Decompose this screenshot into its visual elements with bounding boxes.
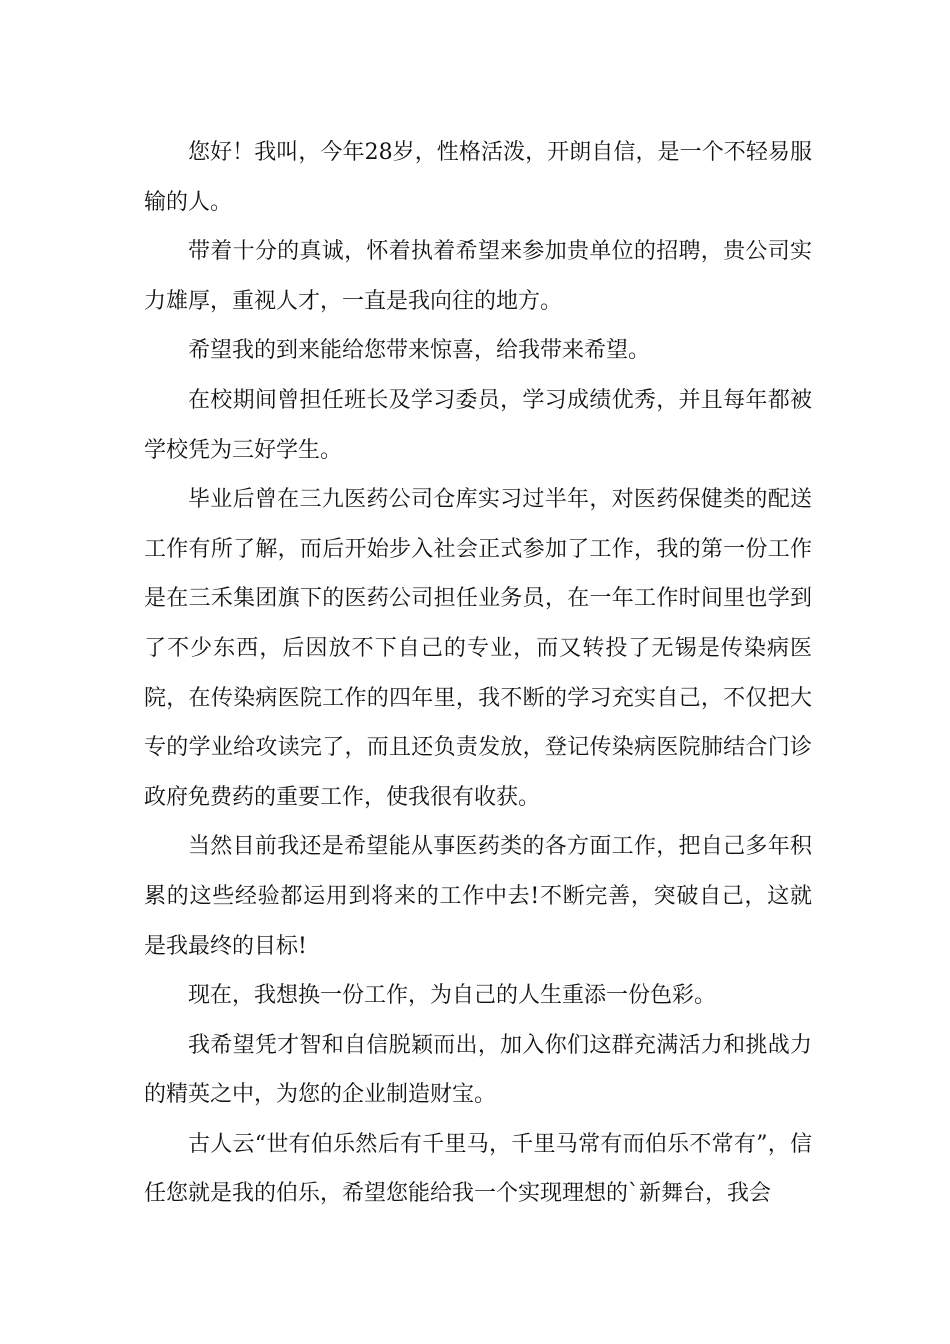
paragraph-motivation: 带着十分的真诚，怀着执着希望来参加贵单位的招聘，贵公司实力雄厚，重视人才，一直是我向往的地方。	[144, 239, 812, 314]
paragraph-school: 在校期间曾担任班长及学习委员，学习成绩优秀，并且每年都被学校凭为三好学生。	[144, 387, 812, 463]
document-body	[144, 128, 812, 1219]
paragraph-join: 我希望凭才智和自信脱颖而出，加入你们这群充满活力和挑战力的精英之中，为您的企业制造财宝。	[144, 1032, 812, 1108]
paragraph-goal: 当然目前我还是希望能从事医药类的各方面工作，把自己多年积累的这些经验都运用到将来的工作中去!不断完善，突破自己，这就是我最终的目标!	[144, 834, 812, 959]
paragraph-change: 现在，我想换一份工作，为自己的人生重添一份色彩。	[188, 983, 717, 1009]
paragraph-quote: 古人云“世有伯乐然后有千里马，千里马常有而伯乐不常有”，信任您就是我的伯乐，希望您能给我一个实现理想的`新舞台，我会	[144, 1131, 812, 1207]
paragraph-experience: 毕业后曾在三九医药公司仓库实习过半年，对医药保健类的配送工作有所了解，而后开始步入社会正式参加了工作，我的第一份工作是在三禾集团旗下的医药公司担任业务员，在一年工作时间里也学到了不少东西，后因放不下自己的专业，而又转投了无锡是传染病医院，在传染病医院工作的四年里，我不断的学习充实自己，不仅把大专的学业给攻读完了，而且还负责发放，登记传染病医院肺结合门诊政府免费药的重要工作，使我很有收获。	[144, 487, 812, 810]
paragraph-greeting: 您好！我叫，今年28岁，性格活泼，开朗自信，是一个不轻易服输的人。	[144, 140, 812, 215]
paragraph-hope: 希望我的到来能给您带来惊喜，给我带来希望。	[188, 338, 651, 364]
